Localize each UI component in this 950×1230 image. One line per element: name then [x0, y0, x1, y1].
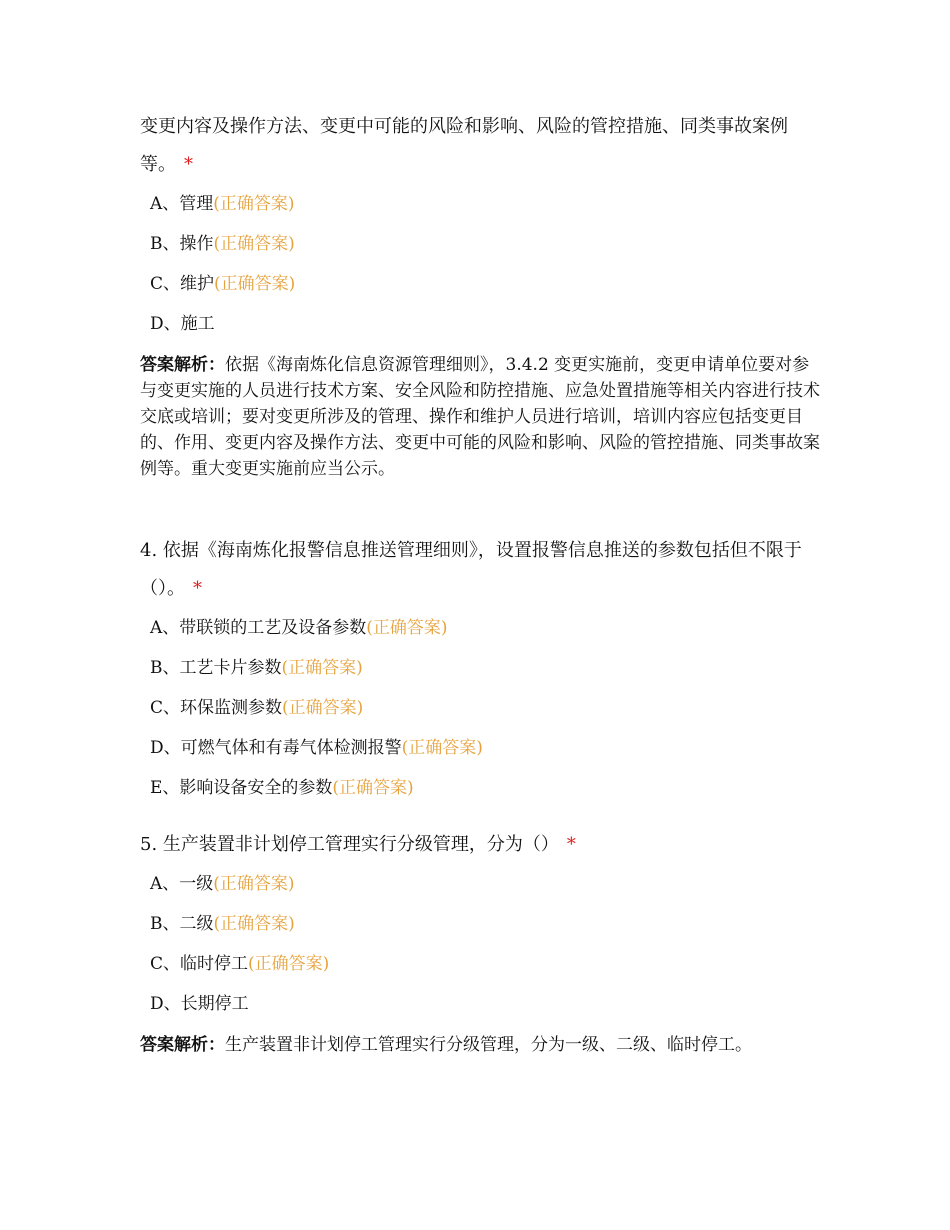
option-c[interactable] — [140, 696, 820, 736]
option-label: B、工艺卡片参数 — [150, 658, 282, 678]
question-3-stem-text: 变更内容及操作方法、变更中可能的风险和影响、风险的管控措施、同类事故案例等。 — [140, 116, 788, 175]
document-page — [140, 108, 820, 1058]
option-label: C、维护 — [150, 274, 215, 294]
option-c[interactable] — [140, 272, 820, 312]
option-label: C、临时停工 — [150, 954, 249, 974]
question-5-options — [140, 872, 820, 1032]
option-label: A、管理 — [150, 194, 214, 214]
option-c[interactable] — [140, 952, 820, 992]
option-label: D、施工 — [150, 314, 215, 334]
correct-answer-tag: (正确答案) — [281, 658, 363, 678]
option-e[interactable] — [140, 776, 820, 816]
required-mark: * — [566, 834, 576, 855]
required-mark: * — [184, 154, 193, 175]
question-3-stem — [140, 108, 820, 184]
option-d[interactable] — [140, 312, 820, 352]
correct-answer-tag: (正确答案) — [213, 194, 295, 214]
question-5-stem-text: 5. 生产装置非计划停工管理实行分级管理，分为（） — [140, 834, 559, 855]
analysis-text: 依据《海南炼化信息资源管理细则》，3.4.2 变更实施前，变更申请单位要对参与变更实施的人员进行技术方案、安全风险和防控措施、应急处置措施等相关内容进行技术交底或培训；要对变更所涉及的管理、操作和维护人员进行培训，培训内容应包括变更目的、作用、变更内容及操作方法、变更中可能的风险和影响、风险的管控措施、同类事故案例等。重大变更实施前应当公示。 — [140, 355, 820, 479]
option-label: D、长期停工 — [150, 994, 249, 1014]
correct-answer-tag: (正确答案) — [213, 914, 295, 934]
option-a[interactable] — [140, 872, 820, 912]
spacer — [140, 816, 820, 826]
option-b[interactable] — [140, 232, 820, 272]
question-4 — [140, 532, 820, 816]
option-d[interactable] — [140, 736, 820, 776]
question-4-options — [140, 616, 820, 816]
question-5 — [140, 826, 820, 1058]
required-mark: * — [193, 578, 202, 599]
correct-answer-tag: (正确答案) — [332, 778, 414, 798]
option-a[interactable] — [140, 192, 820, 232]
correct-answer-tag: (正确答案) — [213, 874, 295, 894]
option-b[interactable] — [140, 656, 820, 696]
option-label: B、操作 — [150, 234, 214, 254]
option-label: B、二级 — [150, 914, 214, 934]
question-4-stem — [140, 532, 820, 608]
option-label: E、影响设备安全的参数 — [150, 778, 333, 798]
question-5-analysis — [140, 1032, 820, 1058]
analysis-text: 生产装置非计划停工管理实行分级管理，分为一级、二级、临时停工。 — [225, 1035, 752, 1055]
analysis-label: 答案解析： — [140, 1035, 225, 1055]
correct-answer-tag: (正确答案) — [282, 698, 364, 718]
question-3-analysis — [140, 352, 820, 482]
correct-answer-tag: (正确答案) — [366, 618, 448, 638]
analysis-label: 答案解析： — [140, 355, 225, 375]
option-label: D、可燃气体和有毒气体检测报警 — [150, 738, 402, 758]
question-3-options — [140, 192, 820, 352]
spacer — [140, 482, 820, 532]
question-3 — [140, 108, 820, 482]
option-label: A、一级 — [150, 874, 214, 894]
option-d[interactable] — [140, 992, 820, 1032]
option-label: C、环保监测参数 — [150, 698, 283, 718]
correct-answer-tag: (正确答案) — [248, 954, 330, 974]
question-5-stem — [140, 826, 820, 864]
option-a[interactable] — [140, 616, 820, 656]
question-4-stem-text: 4. 依据《海南炼化报警信息推送管理细则》，设置报警信息推送的参数包括但不限于（）。 — [140, 540, 802, 599]
correct-answer-tag: (正确答案) — [401, 738, 483, 758]
option-label: A、带联锁的工艺及设备参数 — [150, 618, 367, 638]
correct-answer-tag: (正确答案) — [214, 274, 296, 294]
correct-answer-tag: (正确答案) — [213, 234, 295, 254]
option-b[interactable] — [140, 912, 820, 952]
